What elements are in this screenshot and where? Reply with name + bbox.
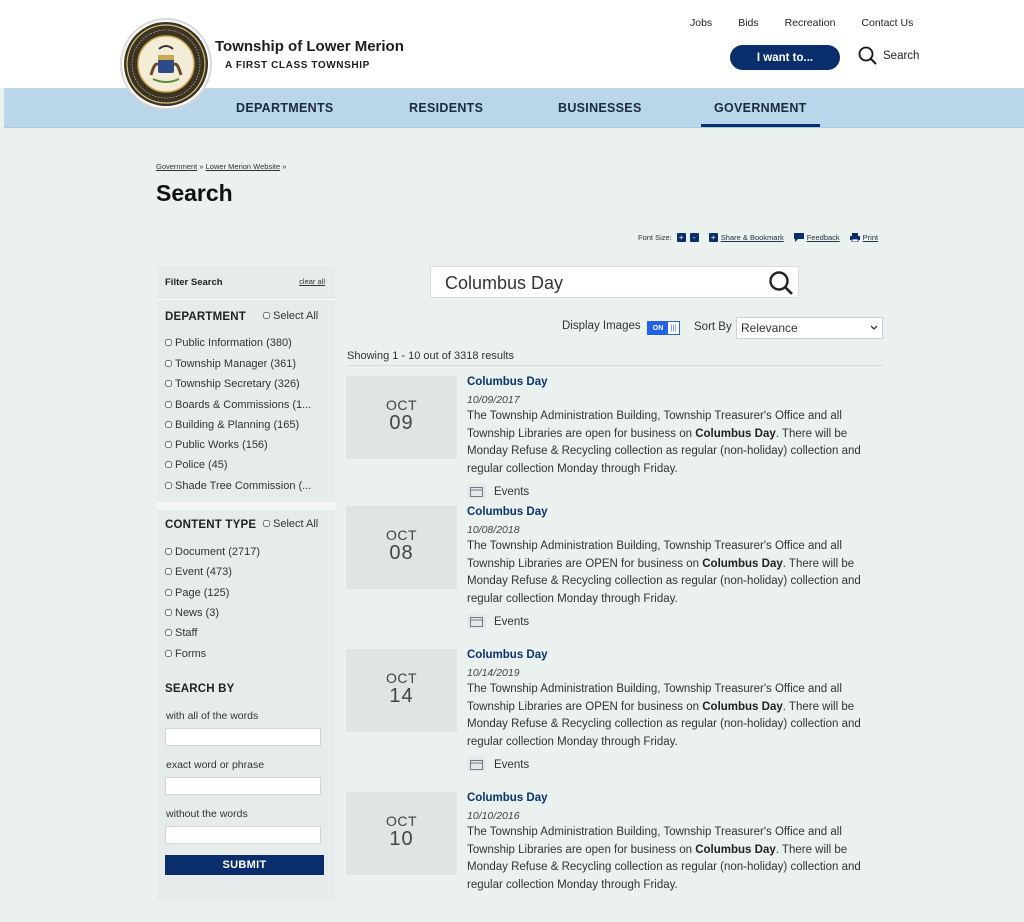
content-type-checkbox[interactable] xyxy=(165,629,172,636)
result-date: 10/08/2018 xyxy=(467,524,520,536)
department-option-label: Shade Tree Commission (... xyxy=(175,480,312,492)
content-type-option-label: Page (125) xyxy=(175,587,230,599)
search-result xyxy=(346,649,886,779)
result-title-link[interactable]: Columbus Day xyxy=(467,506,548,518)
result-description: The Township Administration Building, Township Treasurer's Office and all Township Libraries are OPEN for business on Columbus Day. There will be Monday Refuse & Recycling collection as regular (non-holiday) collection and regular collection Monday through Friday. xyxy=(467,683,861,748)
share-bookmark-link[interactable] xyxy=(709,233,784,242)
result-month: OCT xyxy=(385,813,418,829)
results-divider xyxy=(347,365,883,366)
breadcrumb-lower-merion-website[interactable]: Lower Merion Website xyxy=(205,162,281,171)
header-search-button[interactable] xyxy=(858,46,919,66)
feedback-label: Feedback xyxy=(806,233,840,242)
result-title-link[interactable]: Columbus Day xyxy=(467,649,548,661)
content-type-checkbox[interactable] xyxy=(165,609,172,616)
calendar-icon xyxy=(467,614,486,629)
page-tools xyxy=(638,233,878,242)
font-size-label: Font Size: xyxy=(638,233,672,242)
results-count: Showing 1 - 10 out of 3318 results xyxy=(347,350,514,362)
sort-by-label: Sort By xyxy=(694,321,732,333)
chat-bubble-icon xyxy=(794,233,804,242)
department-option-label: Public Information (380) xyxy=(175,337,292,349)
all-words-label: with all of the words xyxy=(166,710,259,722)
breadcrumb-separator: » xyxy=(199,162,204,171)
content-type-option-label: Event (473) xyxy=(175,566,232,578)
breadcrumb xyxy=(156,162,286,171)
content-type-option-label: Document (2717) xyxy=(175,546,260,558)
font-increase-button[interactable]: + xyxy=(677,233,686,242)
seal-emblem-icon xyxy=(123,21,209,107)
department-checkbox[interactable] xyxy=(165,401,172,408)
department-checkbox[interactable] xyxy=(165,380,172,387)
result-title-link[interactable]: Columbus Day xyxy=(467,376,548,388)
result-month: OCT xyxy=(385,670,418,686)
department-select-all-checkbox[interactable] xyxy=(263,312,270,319)
department-heading: DEPARTMENT xyxy=(165,311,247,323)
department-option[interactable] xyxy=(165,378,300,390)
department-option-label: Township Secretary (326) xyxy=(175,378,300,390)
submit-button[interactable]: SUBMIT xyxy=(165,855,324,875)
select-all-label: Select All xyxy=(273,310,319,322)
content-type-heading: CONTENT TYPE xyxy=(165,519,257,531)
search-result xyxy=(346,506,886,636)
exact-phrase-label: exact word or phrase xyxy=(166,759,265,771)
result-type-label: Events xyxy=(494,485,530,498)
font-decrease-button[interactable]: - xyxy=(690,233,699,242)
page-title: Search xyxy=(156,180,233,206)
department-option[interactable] xyxy=(165,439,268,451)
search-input[interactable] xyxy=(443,271,757,295)
filter-header xyxy=(157,266,335,300)
result-day: 10 xyxy=(389,828,414,850)
content-type-option-label: News (3) xyxy=(175,607,220,619)
clear-all-link[interactable]: clear all xyxy=(299,277,325,286)
util-link-recreation[interactable]: Recreation xyxy=(784,17,836,29)
print-link[interactable] xyxy=(850,233,878,242)
sort-by-select[interactable] xyxy=(736,317,883,339)
share-bookmark-label: Share & Bookmark xyxy=(720,233,784,242)
department-checkbox[interactable] xyxy=(165,482,172,489)
result-title-link[interactable]: Columbus Day xyxy=(467,792,548,804)
site-title[interactable]: Township of Lower Merion xyxy=(215,38,404,55)
result-date-box xyxy=(346,506,457,589)
result-type xyxy=(467,484,529,499)
calendar-icon xyxy=(467,757,486,772)
result-day: 08 xyxy=(389,542,414,564)
department-option-label: Police (45) xyxy=(175,459,228,471)
search-icon[interactable] xyxy=(768,270,794,296)
department-checkbox[interactable] xyxy=(165,339,172,346)
department-option[interactable] xyxy=(165,419,299,431)
content-type-option-label: Forms xyxy=(175,648,207,660)
nav-government[interactable]: GOVERNMENT xyxy=(714,88,807,127)
nav-businesses[interactable]: BUSINESSES xyxy=(558,100,642,115)
department-option[interactable] xyxy=(165,399,311,411)
department-checkbox[interactable] xyxy=(165,461,172,468)
result-date: 10/14/2019 xyxy=(467,667,520,679)
result-type-label: Events xyxy=(494,615,530,628)
search-result xyxy=(346,792,886,922)
result-type xyxy=(467,757,529,772)
nav-departments[interactable]: DEPARTMENTS xyxy=(236,100,334,115)
department-option-label: Public Works (156) xyxy=(175,439,268,451)
department-checkbox[interactable] xyxy=(165,421,172,428)
search-result xyxy=(346,376,886,506)
util-link-contact-us[interactable]: Contact Us xyxy=(861,17,914,29)
content-type-option[interactable] xyxy=(165,607,219,619)
site-subtitle: A FIRST CLASS TOWNSHIP xyxy=(225,60,370,71)
township-seal-logo[interactable] xyxy=(120,18,212,110)
result-month: OCT xyxy=(385,397,418,413)
result-month: OCT xyxy=(385,527,418,543)
content-type-checkbox[interactable] xyxy=(165,568,172,575)
filter-search-title: Filter Search xyxy=(165,277,223,288)
i-want-to-button[interactable]: I want to... xyxy=(730,45,840,70)
sidebar-divider xyxy=(157,502,335,510)
search-box xyxy=(430,266,799,298)
department-checkbox[interactable] xyxy=(165,441,172,448)
department-checkbox[interactable] xyxy=(165,360,172,367)
content-type-checkbox[interactable] xyxy=(165,650,172,657)
without-words-label: without the words xyxy=(166,808,248,820)
breadcrumb-government[interactable]: Government xyxy=(156,162,198,171)
result-description: The Township Administration Building, Township Treasurer's Office and all Township Libraries are OPEN for business on Columbus Day. There will be Monday Refuse & Recycling collection as regular (non-holiday) collection and regular collection Monday through Friday. xyxy=(467,540,861,605)
result-description: The Township Administration Building, Township Treasurer's Office and all Township Libraries are open for business on Columbus Day. There will be Monday Refuse & Recycling collection as regular (non-holiday) collection and regular collection Monday through Friday. xyxy=(467,826,861,891)
result-date: 10/09/2017 xyxy=(467,394,520,406)
department-option[interactable] xyxy=(165,459,228,471)
content-type-option-label: Staff xyxy=(175,627,198,639)
printer-icon xyxy=(850,233,860,242)
result-description: The Township Administration Building, Township Treasurer's Office and all Township Libraries are open for business on Columbus Day. There will be Monday Refuse & Recycling collection as regular (non-holiday) collection and regular collection Monday through Friday. xyxy=(467,410,861,475)
display-images-toggle[interactable] xyxy=(647,321,680,335)
result-day: 09 xyxy=(389,412,414,434)
chevron-down-icon xyxy=(870,325,878,331)
content-type-option[interactable] xyxy=(165,627,197,639)
calendar-icon xyxy=(467,484,486,499)
content-type-option[interactable] xyxy=(165,566,232,578)
print-label: Print xyxy=(862,233,879,242)
search-icon xyxy=(858,46,878,66)
nav-residents[interactable]: RESIDENTS xyxy=(409,100,484,115)
toggle-on-label: ON xyxy=(648,322,668,334)
department-option-label: Boards & Commissions (1... xyxy=(175,399,312,411)
content-type-select-all-checkbox[interactable] xyxy=(263,520,270,527)
result-type xyxy=(467,614,529,629)
filter-sidebar xyxy=(157,266,335,900)
select-all-label: Select All xyxy=(273,518,319,530)
department-option[interactable] xyxy=(165,358,296,370)
plus-icon: + xyxy=(709,233,718,242)
result-date-box xyxy=(346,376,457,459)
content-type-option[interactable] xyxy=(165,587,229,599)
all-words-input[interactable] xyxy=(165,728,321,746)
utility-nav xyxy=(690,17,913,29)
without-words-input[interactable] xyxy=(165,826,321,844)
breadcrumb-separator: » xyxy=(282,162,287,171)
result-date: 10/10/2016 xyxy=(467,810,520,822)
result-date-box xyxy=(346,649,457,732)
content-type-checkbox[interactable] xyxy=(165,548,172,555)
exact-phrase-input[interactable] xyxy=(165,777,321,795)
result-day: 14 xyxy=(389,685,414,707)
content-type-select-all[interactable] xyxy=(263,518,318,530)
sort-selected-value: Relevance xyxy=(741,321,798,335)
feedback-link[interactable] xyxy=(794,233,840,242)
result-date-box xyxy=(346,792,457,875)
content-type-option[interactable] xyxy=(165,546,260,558)
search-by-heading: SEARCH BY xyxy=(165,683,235,695)
util-link-jobs[interactable]: Jobs xyxy=(690,17,713,29)
department-option[interactable] xyxy=(165,337,292,349)
header-search-label: Search xyxy=(883,50,920,62)
department-option-label: Building & Planning (165) xyxy=(175,419,300,431)
department-select-all[interactable] xyxy=(263,310,318,322)
content-type-option[interactable] xyxy=(165,648,206,660)
content-type-checkbox[interactable] xyxy=(165,589,172,596)
toggle-grip-icon: ||| xyxy=(670,324,677,332)
display-images-label: Display Images xyxy=(562,320,641,332)
department-option[interactable] xyxy=(165,480,311,492)
result-type-label: Events xyxy=(494,758,530,771)
util-link-bids[interactable]: Bids xyxy=(738,17,759,29)
department-option-label: Township Manager (361) xyxy=(175,358,297,370)
